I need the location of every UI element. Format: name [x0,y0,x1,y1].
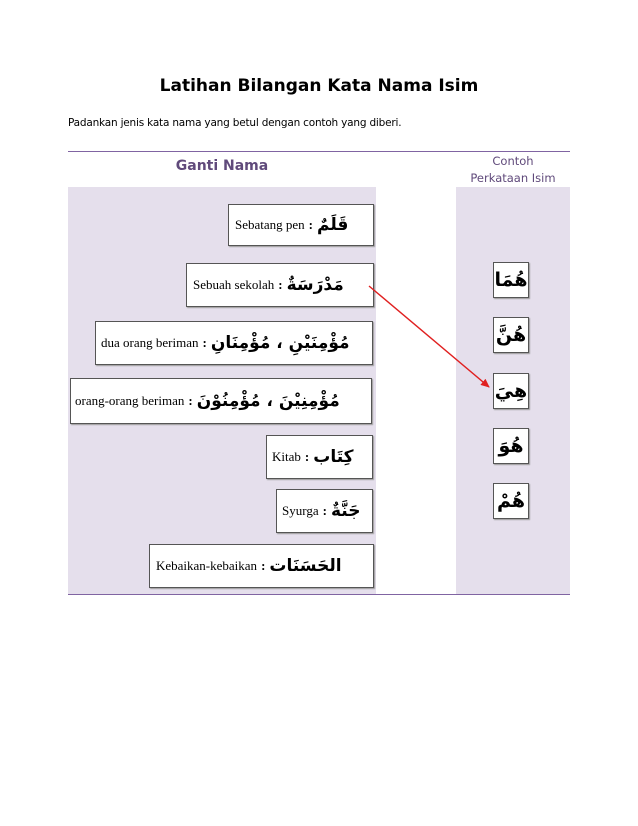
pronoun-card-hunna[interactable]: هُنَّ [493,317,529,353]
pronoun-card-huma[interactable]: هُمَا [493,262,529,298]
word-card-arabic: مَدْرَسَةٌ [286,275,344,295]
word-card-malay: Kebaikan-kebaikan [156,558,258,573]
word-card-malay: Sebatang pen [235,217,305,232]
header-right-line1: Contoh [492,154,534,168]
header-right-line2: Perkataan Isim [470,171,556,185]
word-card-malay: orang-orang beriman [75,393,185,408]
word-card-separator: : [202,335,207,350]
word-card-malay: Kitab [272,449,301,464]
pronoun-card-huwa[interactable]: هُوَ [493,428,529,464]
word-card-arabic: جَنَّةٌ [330,501,361,521]
word-card-arabic: مُؤْمِنَيْنِ ، مُؤْمِنَانِ [210,333,350,353]
word-card-arabic: الحَسَنَات [269,556,342,576]
word-card[interactable] [276,489,373,533]
pronoun-card-hiya[interactable]: هِيَ [493,373,529,409]
word-card[interactable] [149,544,374,588]
header-contoh-perkataan-isim [456,153,570,187]
word-card-arabic: قَلَمٌ [317,215,349,235]
word-card-malay: dua orang beriman [101,335,199,350]
pronoun-card-hum[interactable]: هُمْ [493,483,529,519]
instruction-text: Padankan jenis kata nama yang betul dengan contoh yang diberi. [68,117,402,129]
word-card-malay: Sebuah sekolah [193,277,275,292]
word-card-malay: Syurga [282,503,319,518]
word-card[interactable] [228,204,374,246]
word-card[interactable] [266,435,373,479]
word-card[interactable] [186,263,374,307]
word-card-separator: : [308,217,314,232]
word-card-separator: : [304,449,310,464]
word-card-arabic: كِتَاب [313,447,354,467]
word-card[interactable] [95,321,373,365]
document-title: Latihan Bilangan Kata Nama Isim [159,76,479,96]
word-card[interactable] [70,378,372,424]
word-card-separator: : [322,503,327,518]
word-card-arabic: مُؤْمِنِيْنَ ، مُؤْمِنُوْنَ [196,391,340,411]
word-card-separator: : [188,393,193,408]
word-card-separator: : [261,558,266,573]
header-ganti-nama: Ganti Nama [175,158,269,174]
word-card-separator: : [278,277,283,292]
